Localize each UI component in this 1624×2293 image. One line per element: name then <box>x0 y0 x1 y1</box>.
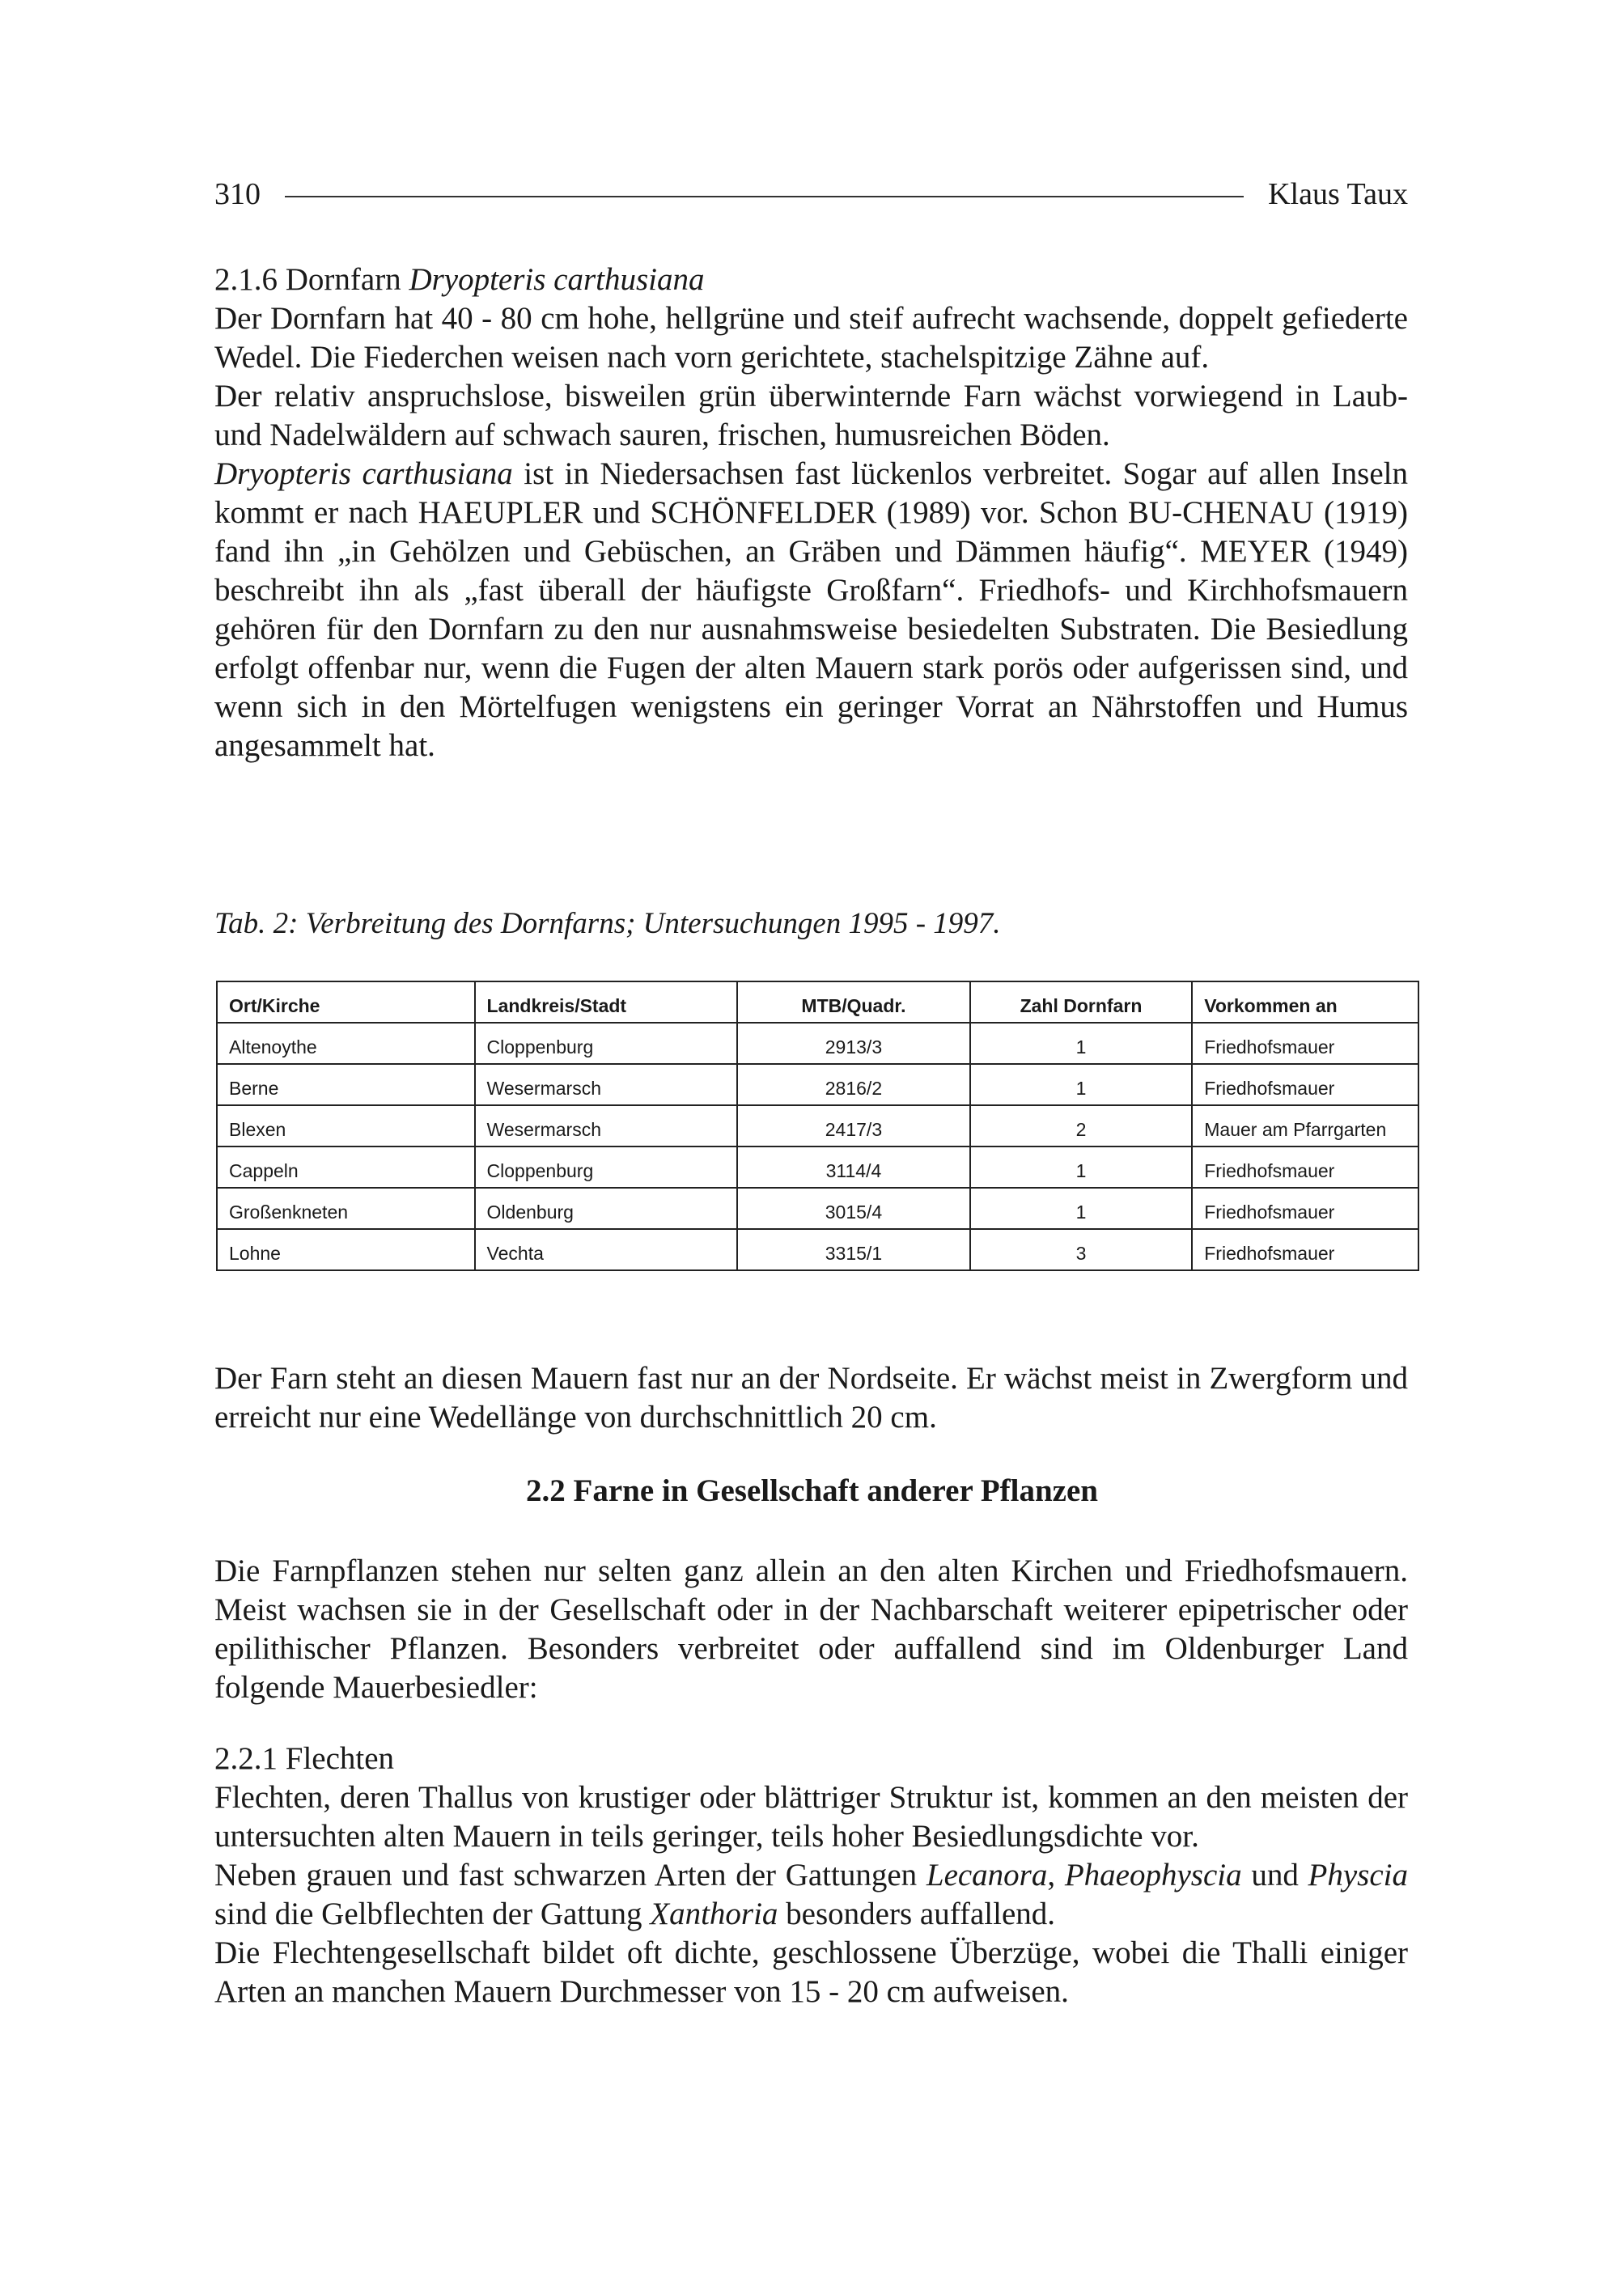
table-cell: 3 <box>970 1229 1193 1270</box>
table-caption: Tab. 2: Verbreitung des Dornfarns; Untersuchungen 1995 - 1997. <box>214 907 1001 940</box>
genus-name: Physcia <box>1308 1858 1409 1892</box>
table-cell: 3015/4 <box>737 1188 970 1229</box>
paragraph-text: und <box>1241 1858 1308 1892</box>
paragraph <box>214 455 1408 765</box>
table-cell: Friedhofsmauer <box>1192 1146 1418 1188</box>
column-header: Ort/Kirche <box>217 981 475 1023</box>
header-rule <box>285 196 1244 197</box>
section-2-2 <box>214 1552 1408 1707</box>
section-heading: 2.2.1 Flechten <box>214 1741 395 1776</box>
table-cell: Friedhofsmauer <box>1192 1023 1418 1064</box>
table-cell: 1 <box>970 1188 1193 1229</box>
paragraph-text: Der Farn steht an diesen Mauern fast nur an der Nordseite. Er wächst meist in Zwergform und erreicht nur eine Wedellänge von durchschnittlich 20 cm. <box>214 1361 1408 1435</box>
section-heading <box>214 261 1408 299</box>
table-cell: Cloppenburg <box>475 1023 738 1064</box>
paragraph-text: , <box>1047 1858 1065 1892</box>
table-cell: 2913/3 <box>737 1023 970 1064</box>
table-cell: 1 <box>970 1023 1193 1064</box>
author-name: Klaus Taux <box>1268 177 1408 211</box>
page-number: 310 <box>214 177 261 211</box>
column-header: Zahl Dornfarn <box>970 981 1193 1023</box>
table-cell: Lohne <box>217 1229 475 1270</box>
paragraph: Die Farnpflanzen stehen nur selten ganz allein an den alten Kirchen und Friedhofsmauern. Meist wachsen sie in der Gesellschaft oder in der Nachbarschaft weiterer epipetrischer oder epilithischer Pflanzen. Besonders verbreitet oder auffallend sind im Oldenburger Land folgende Mauerbesiedler: <box>214 1553 1408 1705</box>
section-title: 2.2 Farne in Gesellschaft anderer Pflanzen <box>526 1473 1098 1508</box>
table-cell: Großenkneten <box>217 1188 475 1229</box>
table-cell: Altenoythe <box>217 1023 475 1064</box>
column-header: MTB/Quadr. <box>737 981 970 1023</box>
paragraph <box>214 1359 1408 1437</box>
section-2-1-6 <box>214 261 1408 765</box>
column-header: Vorkommen an <box>1192 981 1418 1023</box>
table-row <box>217 1064 1418 1105</box>
genus-name: Phaeophyscia <box>1064 1858 1242 1892</box>
table-cell: 1 <box>970 1146 1193 1188</box>
section-2-2-1 <box>214 1740 1408 2011</box>
table-row <box>217 1229 1418 1270</box>
distribution-table <box>216 981 1419 1271</box>
table-cell: Oldenburg <box>475 1188 738 1229</box>
table-cell: 3315/1 <box>737 1229 970 1270</box>
paragraph-text: sind die Gelbflechten der Gattung <box>214 1897 651 1931</box>
genus-name: Lecanora <box>926 1858 1048 1892</box>
table-row <box>217 1146 1418 1188</box>
table-cell: Cloppenburg <box>475 1146 738 1188</box>
table-cell: 2 <box>970 1105 1193 1146</box>
table-cell: Cappeln <box>217 1146 475 1188</box>
paragraph-text: Neben grauen und fast schwarzen Arten der Gattungen <box>214 1858 926 1892</box>
paragraph: Die Flechtengesellschaft bildet oft dichte, geschlossene Überzüge, wobei die Thalli einiger Arten an manchen Mauern Durchmesser von 15 - 20 cm aufweisen. <box>214 1935 1408 2009</box>
heading-text: 2.1.6 Dornfarn <box>214 262 409 297</box>
table-cell: Blexen <box>217 1105 475 1146</box>
table-cell: Mauer am Pfarrgarten <box>1192 1105 1418 1146</box>
paragraph-text: ist in Niedersachsen fast lückenlos verbreitet. Sogar auf allen Inseln kommt er nach HAEUPLER und SCHÖNFELDER (1989) vor. Schon BU-CHENAU (1919) fand ihn „in Gehölzen und Gebüschen, an Gräben und Dämmen häufig“. MEYER (1949) beschreibt ihn als „fast überall der häufigste Großfarn“. Friedhofs- und Kirchhofsmauern gehören für den Dornfarn zu den nur ausnahmsweise besiedelten Substraten. Die Besiedlung erfolgt offenbar nur, wenn die Fugen der alten Mauern stark porös oder aufgerissen sind, und wenn sich in den Mörtelfugen wenigstens ein geringer Vorrat an Nährstoffen und Humus angesammelt hat. <box>214 456 1409 763</box>
table-cell: Friedhofsmauer <box>1192 1229 1418 1270</box>
table-cell: 2417/3 <box>737 1105 970 1146</box>
table-cell: Wesermarsch <box>475 1105 738 1146</box>
table-cell: Friedhofsmauer <box>1192 1064 1418 1105</box>
species-name: Dryopteris carthusiana <box>214 456 513 491</box>
table-cell: 3114/4 <box>737 1146 970 1188</box>
table-row <box>217 1105 1418 1146</box>
table-row <box>217 1188 1418 1229</box>
paragraph: Der relativ anspruchslose, bisweilen grün überwinternde Farn wächst vorwiegend in Laub- und Nadelwäldern auf schwach sauren, frischen, humusreichen Böden. <box>214 379 1408 452</box>
table-cell: Berne <box>217 1064 475 1105</box>
paragraph-text: besonders auffallend. <box>778 1897 1056 1931</box>
column-header: Landkreis/Stadt <box>475 981 738 1023</box>
paragraph: Der Dornfarn hat 40 - 80 cm hohe, hellgrüne und steif aufrecht wachsende, doppelt gefiederte Wedel. Die Fiederchen weisen nach vorn gerichtete, stachelspitzige Zähne auf. <box>214 301 1408 375</box>
table-cell: 1 <box>970 1064 1193 1105</box>
table-cell: Vechta <box>475 1229 738 1270</box>
paragraph <box>214 1856 1408 1934</box>
table-cell: 2816/2 <box>737 1064 970 1105</box>
running-header <box>214 170 1408 218</box>
table-row <box>217 1023 1418 1064</box>
table-cell: Wesermarsch <box>475 1064 738 1105</box>
table-cell: Friedhofsmauer <box>1192 1188 1418 1229</box>
table-header-row <box>217 981 1418 1023</box>
species-name: Dryopteris carthusiana <box>409 262 705 297</box>
genus-name: Xanthoria <box>650 1897 778 1931</box>
paragraph: Flechten, deren Thallus von krustiger oder blättriger Struktur ist, kommen an den meisten der untersuchten alten Mauern in teils geringer, teils hoher Besiedlungsdichte vor. <box>214 1780 1408 1854</box>
